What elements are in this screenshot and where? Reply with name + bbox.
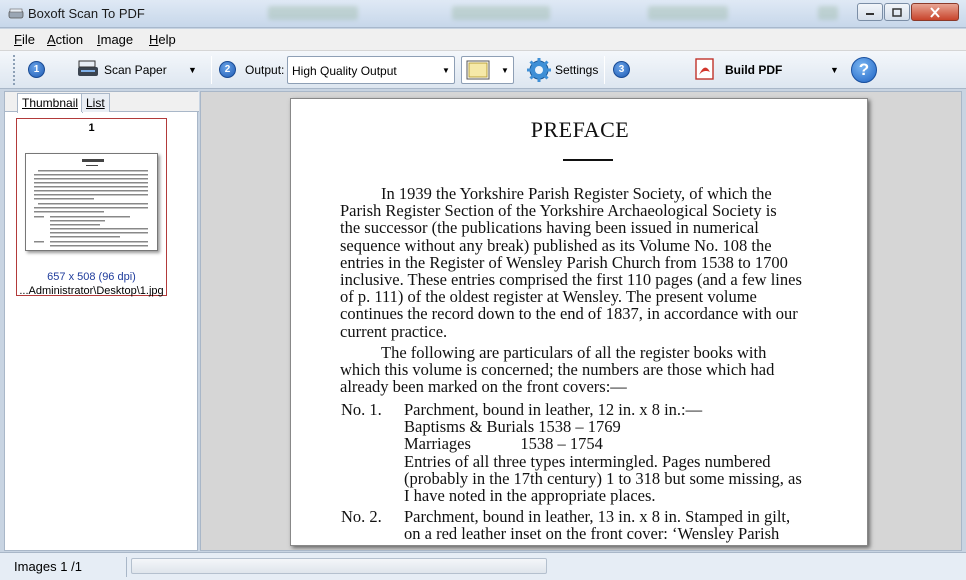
background-window-tab xyxy=(648,6,728,20)
text-line: already been marked on the front covers:— xyxy=(340,377,627,397)
entry-number: No. 2. xyxy=(341,507,382,526)
panel-tabs xyxy=(5,92,199,112)
page-preview-area[interactable] xyxy=(200,91,962,551)
help-button[interactable] xyxy=(851,57,877,83)
text-line: current practice. xyxy=(340,321,448,341)
text-line: the successor (the publications having been issued in numerical xyxy=(340,218,759,238)
page-size-select[interactable] xyxy=(461,56,514,84)
text-line: sequence without any break) published as its Volume No. 108 the xyxy=(340,235,772,255)
thumbnail-image xyxy=(25,153,158,251)
text-line: Marriages 1538 – 1754 xyxy=(404,434,603,454)
maximize-icon xyxy=(892,8,902,17)
page-frame-icon xyxy=(466,60,490,80)
scanner-app-icon xyxy=(8,7,24,20)
status-bar xyxy=(0,552,966,580)
step-3-badge: 3 xyxy=(613,61,630,78)
menu-action[interactable]: Action xyxy=(47,32,84,47)
text-line: Entries of all three types intermingled. Pages numbered xyxy=(404,451,771,471)
tab-list[interactable]: List xyxy=(81,93,110,112)
title-bar xyxy=(0,0,966,28)
build-pdf-button[interactable]: Build PDF xyxy=(725,63,783,77)
tab-thumbnail[interactable]: Thumbnail xyxy=(17,93,83,113)
chevron-down-icon: ▼ xyxy=(442,65,450,75)
scanned-page xyxy=(290,98,868,546)
pdf-icon xyxy=(694,58,716,80)
text-line: Parchment, bound in leather, 12 in. x 8 in.:— xyxy=(404,400,703,419)
text-line: In 1939 the Yorkshire Parish Register Society, of which the xyxy=(381,184,772,203)
title-rule xyxy=(563,159,613,161)
settings-button[interactable]: Settings xyxy=(555,63,599,77)
status-divider xyxy=(126,557,127,577)
thumbnail-dimensions: 657 x 508 (96 dpi) xyxy=(47,271,136,283)
document-page-preview-icon xyxy=(26,154,158,251)
build-dropdown-arrow-icon[interactable]: ▼ xyxy=(830,65,839,75)
image-count-status: Images 1 /1 xyxy=(14,559,82,574)
text-line: Baptisms & Burials 1538 – 1769 xyxy=(404,417,621,437)
text-line: entries in the Register of Wensley Parish Church from 1538 to 1700 xyxy=(340,252,788,272)
chevron-down-icon: ▼ xyxy=(501,65,509,75)
text-line: Parish Register Section of the Yorkshire Archaeological Society is xyxy=(340,201,777,221)
scan-paper-button[interactable]: Scan Paper xyxy=(104,63,167,77)
toolbar xyxy=(0,51,966,89)
menu-file[interactable]: File xyxy=(14,32,35,47)
text-line: I have noted in the appropriate places. xyxy=(404,486,656,506)
progress-bar xyxy=(131,558,547,574)
text-line: continues the record down to the end of 1837, in accordance with our xyxy=(340,304,798,324)
thumbnail-file-path: ...Administrator\Desktop\1.jpg xyxy=(19,285,164,297)
toolbar-grip[interactable] xyxy=(13,55,17,85)
entry-1-text xyxy=(404,401,802,504)
text-line: which this volume is concerned; the numbers are those which had xyxy=(340,360,775,380)
text-line: (probably in the 17th century) 1 to 318 but some missing, as xyxy=(404,468,802,488)
output-quality-select[interactable] xyxy=(287,56,455,84)
image-list-panel xyxy=(4,91,198,551)
minimize-button[interactable] xyxy=(857,3,883,21)
close-icon xyxy=(929,7,941,18)
output-label: Output: xyxy=(245,63,285,77)
window-title: Boxoft Scan To PDF xyxy=(28,6,145,21)
step-2-badge: 2 xyxy=(219,61,236,78)
paragraph-2 xyxy=(340,344,836,396)
menu-image[interactable]: Image xyxy=(97,32,134,47)
scanner-icon xyxy=(77,59,99,79)
close-button[interactable] xyxy=(911,3,959,21)
minimize-icon xyxy=(865,8,875,16)
menu-help[interactable]: Help xyxy=(149,32,176,47)
maximize-button[interactable] xyxy=(884,3,910,21)
gear-icon[interactable] xyxy=(527,58,551,82)
entry-number: No. 1. xyxy=(341,400,382,419)
text-line: The following are particulars of all the register books with xyxy=(381,343,767,362)
question-icon: ? xyxy=(858,60,870,79)
menu-bar xyxy=(0,29,966,51)
background-window-tab xyxy=(268,6,358,20)
text-line: of p. 111) of the oldest register at Wensley. The present volume xyxy=(340,287,757,307)
thumbnail-item[interactable] xyxy=(16,118,167,296)
background-window-tab xyxy=(452,6,550,20)
text-line: inclusive. These entries comprised the first 110 pages (and a few lines xyxy=(340,270,802,290)
background-window-tab xyxy=(818,6,838,20)
text-line: on a red leather inset on the front cover: ‘Wensley Parish xyxy=(404,524,780,544)
toolbar-divider xyxy=(211,56,212,84)
step-1-badge: 1 xyxy=(28,61,45,78)
entry-2-text xyxy=(404,508,790,542)
output-quality-value: High Quality Output xyxy=(292,64,397,78)
thumbnail-index: 1 xyxy=(88,122,95,134)
text-line: Parchment, bound in leather, 13 in. x 8 in. Stamped in gilt, xyxy=(404,507,791,526)
toolbar-divider xyxy=(604,56,605,84)
paragraph-1 xyxy=(340,185,836,340)
page-title: PREFACE xyxy=(530,117,630,142)
scan-dropdown-arrow-icon[interactable]: ▼ xyxy=(188,65,197,75)
